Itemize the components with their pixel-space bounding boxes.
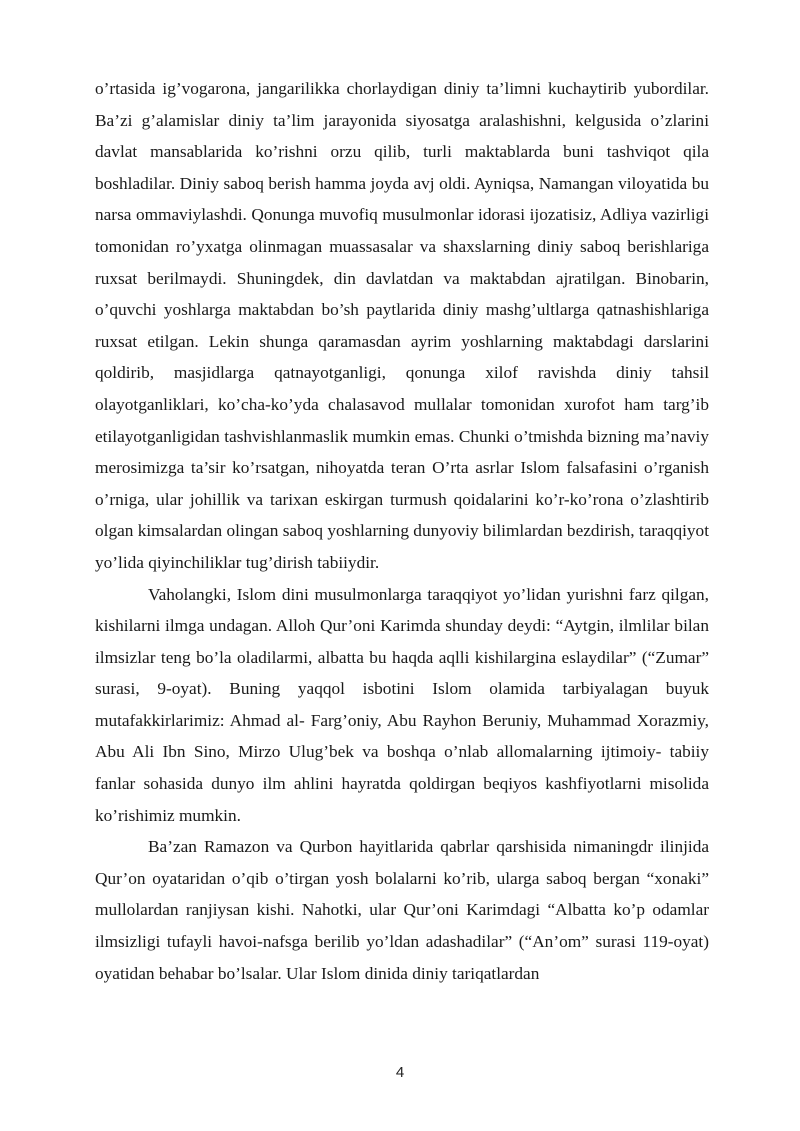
- body-text: [95, 73, 709, 989]
- paragraph-3: Ba’zan Ramazon va Qurbon hayitlarida qabrlar qarshisida nimaningdr ilinjida Qur’on oyataridan o’qib o’tirgan yosh bolalarni ko’rib, ularga saboq bergan “xonaki” mullolardan ranjiysan kishi. Nahotki, ular Qur’oni Karimdagi “Albatta ko’p odamlar ilmsizligi tufayli havoi-nafsga berilib yo’ldan adashadilar” (“An’om” surasi 119-oyat) oyatidan behabar bo’lsalar. Ular Islom dinida diniy tariqatlardan: [95, 837, 709, 983]
- page-number: 4: [395, 1064, 405, 1081]
- paragraph-2: Vaholangki, Islom dini musulmonlarga taraqqiyot yo’lidan yurishni farz qilgan, kishilarni ilmga undagan. Alloh Qur’oni Karimda shunday deydi: “Aytgin, ilmlilar bilan ilmsizlar teng bo’la oladilarmi, albatta bu haqda aqlli kishilargina eslaydilar” (“Zumar” surasi, 9-oyat). Buning yaqqol isbotini Islom olamida tarbiyalagan buyuk mutafakkirlarimiz: Ahmad al- Farg’oniy, Abu Rayhon Beruniy, Muhammad Xorazmiy, Abu Ali Ibn Sino, Mirzo Ulug’bek va boshqa o’nlab allomalarning ijtimoiy- tabiiy fanlar sohasida dunyo ilm ahlini hayratda qoldirgan beqiyos kashfiyotlarni misolida ko’rishimiz mumkin.: [95, 584, 709, 825]
- paragraph-1: o’rtasida ig’vogarona, jangarilikka chorlaydigan diniy ta’limni kuchaytirib yubordilar. Ba’zi g’alamislar diniy ta’lim jarayonida siyosatga aralashishni, kelgusida o’zlarini davlat mansablarida ko’rishni orzu qilib, turli maktablarda buni tashviqot qila boshladilar. Diniy saboq berish hamma joyda avj oldi. Ayniqsa, Namangan viloyatida bu narsa ommaviylashdi. Qonunga muvofiq musulmonlar idorasi ijozatisiz, Adliya vazirligi tomonidan ro’yxatga olinmagan muassasalar va shaxslarning diniy saboq berishlariga ruxsat berilmaydi. Shuningdek, din davlatdan va maktabdan ajratilgan. Binobarin, o’quvchi yoshlarga maktabdan bo’sh paytlarida diniy mashg’ultlarga qatnashishlariga ruxsat etilgan. Lekin shunga qaramasdan ayrim yoshlarning maktabdagi darslarini qoldirib, masjidlarga qatnayotganligi, qonunga xilof ravishda diniy tahsil olayotganliklari, ko’cha-ko’yda chalasavod mullalar tomonidan xurofot ham targ’ib etilayotganligidan tashvishlanmaslik mumkin emas. Chunki o’tmishda bizning ma’naviy merosimizga ta’sir ko’rsatgan, nihoyatda teran O’rta asrlar Islom falsafasini o’rganish o’rniga, ular johillik va tarixan eskirgan turmush qoidalarini ko’r-ko’rona o’zlashtirib olgan kimsalardan olingan saboq yoshlarning dunyoviy bilimlardan bezdirish, taraqqiyot yo’lida qiyinchiliklar tug’dirish tabiiydir.: [95, 79, 709, 572]
